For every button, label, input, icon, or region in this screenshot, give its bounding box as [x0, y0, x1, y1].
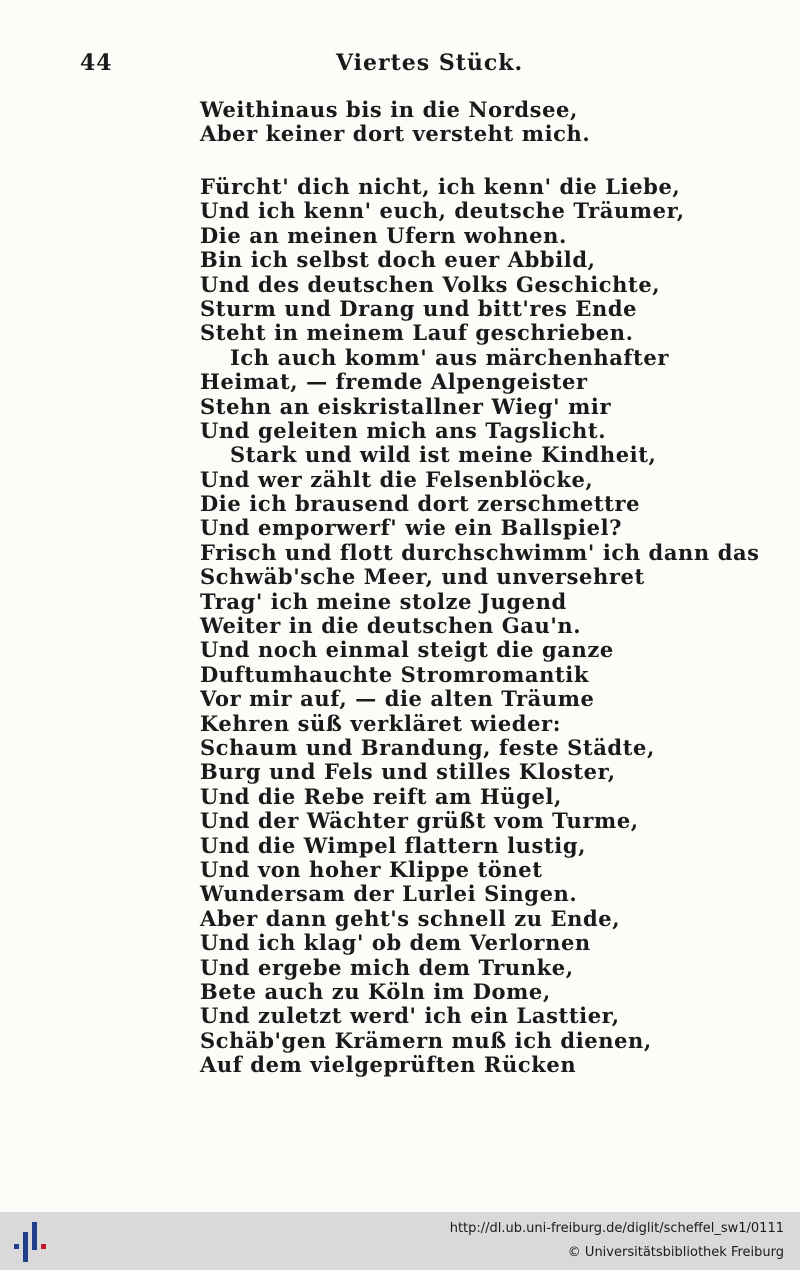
- verse-line: Schwäb'sche Meer, und unversehret: [200, 564, 645, 590]
- verse-line: Duftumhauchte Stromromantik: [200, 661, 590, 687]
- verse-line: Und die Rebe reift am Hügel,: [200, 783, 562, 809]
- verse-line: Und von hoher Klippe tönet: [200, 856, 543, 882]
- poem-stanza: [200, 174, 760, 1078]
- permalink-url[interactable]: http://dl.ub.uni-freiburg.de/diglit/scheffel_sw1/0111: [449, 1221, 784, 1236]
- page-header: [0, 46, 800, 82]
- verse-line: Burg und Fels und stilles Kloster,: [200, 759, 616, 785]
- verse-line: Schaum und Brandung, feste Städte,: [200, 734, 655, 760]
- verse-line: Stehn an eiskristallner Wieg' mir: [200, 393, 612, 419]
- verse-line: Und wer zählt die Felsenblöcke,: [200, 466, 594, 492]
- verse-line: Kehren süß verkläret wieder:: [200, 710, 562, 736]
- verse-line: Und der Wächter grüßt vom Turme,: [200, 808, 639, 834]
- verse-line: Aber dann geht's schnell zu Ende,: [200, 905, 621, 931]
- viewer-footer: [0, 1212, 800, 1270]
- verse-line: Fürcht' dich nicht, ich kenn' die Liebe,: [200, 174, 681, 199]
- verse-line: Und noch einmal steigt die ganze: [200, 637, 614, 663]
- verse-line: Bete auch zu Köln im Dome,: [200, 978, 551, 1004]
- poem-stanza: [200, 98, 680, 147]
- verse-line: Trag' ich meine stolze Jugend: [200, 588, 567, 614]
- page-number: 44: [80, 50, 113, 76]
- verse-line: Und zuletzt werd' ich ein Lasttier,: [200, 1003, 620, 1029]
- verse-line: Schäb'gen Krämern muß ich dienen,: [200, 1027, 652, 1053]
- verse-line: Vor mir auf, — die alten Träume: [200, 686, 595, 712]
- verse-line: Die an meinen Ufern wohnen.: [200, 222, 567, 248]
- verse-line: Bin ich selbst doch euer Abbild,: [200, 247, 596, 273]
- verse-line: Und geleiten mich ans Tagslicht.: [200, 417, 607, 443]
- verse-line: Weithinaus bis in die Nordsee,: [200, 97, 578, 122]
- verse-line: Und des deutschen Volks Geschichte,: [200, 271, 661, 297]
- verse-line: Stark und wild ist meine Kindheit,: [230, 442, 657, 468]
- verse-line: Steht in meinem Lauf geschrieben.: [200, 320, 634, 346]
- verse-line: Heimat, — fremde Alpengeister: [200, 369, 588, 395]
- verse-line: Wundersam der Lurlei Singen.: [200, 881, 578, 907]
- verse-line: Sturm und Drang und bitt'res Ende: [200, 295, 638, 321]
- verse-line: Und ich kenn' euch, deutsche Träumer,: [200, 198, 685, 224]
- verse-line: Und die Wimpel flattern lustig,: [200, 832, 587, 858]
- ub-freiburg-logo-icon: [10, 1220, 52, 1264]
- verse-line: Die ich brausend dort zerschmettre: [200, 491, 641, 517]
- verse-line: Frisch und flott durchschwimm' ich dann das: [200, 539, 760, 565]
- verse-line: Und emporwerf' wie ein Ballspiel?: [200, 515, 623, 541]
- copyright-notice: © Universitätsbibliothek Freiburg: [567, 1245, 784, 1260]
- verse-line: Aber keiner dort versteht mich.: [200, 121, 591, 147]
- verse-line: Auf dem vielgeprüften Rücken: [200, 1052, 577, 1078]
- verse-line: Und ich klag' ob dem Verlornen: [200, 930, 591, 956]
- running-title: Viertes Stück.: [336, 50, 524, 76]
- verse-line: Weiter in die deutschen Gau'n.: [200, 613, 582, 639]
- verse-line: Und ergebe mich dem Trunke,: [200, 954, 574, 980]
- verse-line: Ich auch komm' aus märchenhafter: [230, 344, 669, 370]
